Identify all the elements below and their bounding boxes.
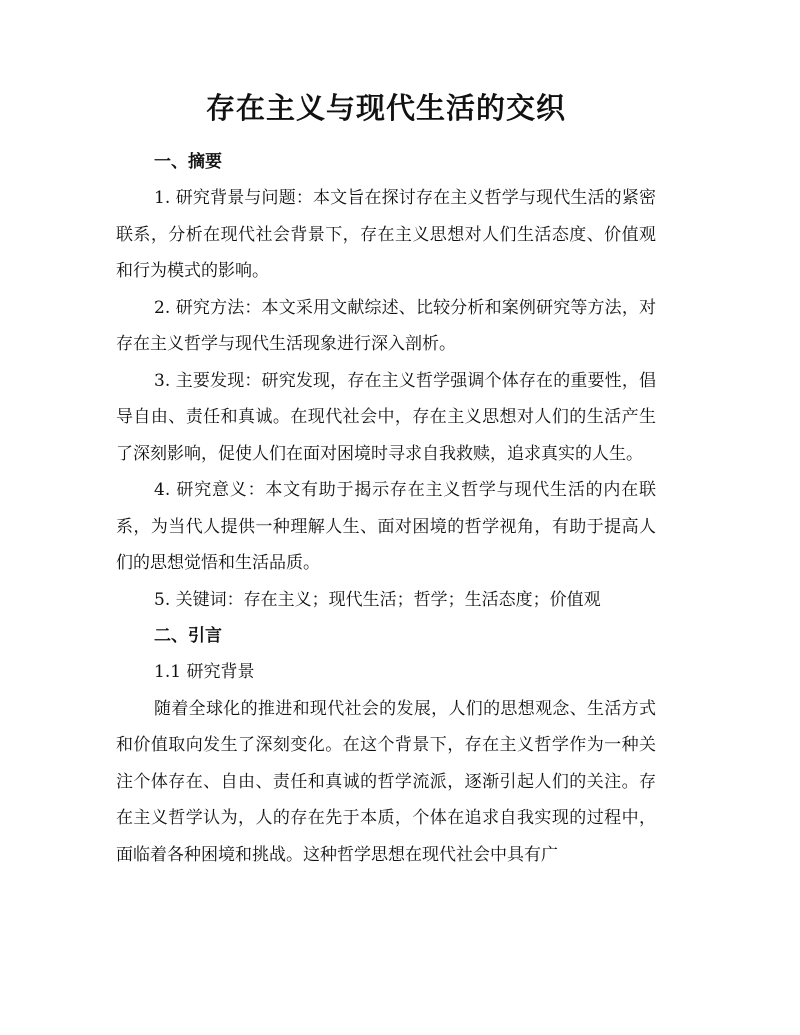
section-heading-abstract: 一、摘要: [154, 152, 222, 172]
abstract-item-method: 2. 研究方法：本文采用文献综述、比较分析和案例研究等方法，对存在主义哲学与现代生活现象进行深入剖析。: [116, 297, 656, 354]
document-page: [116, 88, 656, 873]
abstract-item-significance: 4. 研究意义：本文有助于揭示存在主义哲学与现代生活的内在联系，为当代人提供一种理解人生、面对困境的哲学视角，有助于提高人们的思想觉悟和生活品质。: [116, 480, 656, 573]
body-paragraph: 随着全球化的推进和现代社会的发展，人们的思想观念、生活方式和价值取向发生了深刻变化。在这个背景下，存在主义哲学作为一种关注个体存在、自由、责任和真诚的哲学流派，逐渐引起人们的关注。存在主义哲学认为，人的存在先于本质，个体在追求自我实现的过程中，面临着各种困境和挑战。这种哲学思想在现代社会中具有广: [116, 698, 656, 865]
document-title: 存在主义与现代生活的交织: [205, 91, 566, 125]
subsection-heading-background: 1.1 研究背景: [154, 662, 255, 682]
abstract-item-keywords: 5. 关键词：存在主义；现代生活；哲学；生活态度；价值观: [154, 589, 601, 610]
abstract-item-findings: 3. 主要发现：研究发现，存在主义哲学强调个体存在的重要性，倡导自由、责任和真诚。在现代社会中，存在主义思想对人们的生活产生了深刻影响，促使人们在面对困境时寻求自我救赎，追求真实的人生。: [116, 370, 656, 464]
abstract-item-background: 1. 研究背景与问题：本文旨在探讨存在主义哲学与现代生活的紧密联系，分析在现代社会背景下，存在主义思想对人们生活态度、价值观和行为模式的影响。: [116, 188, 656, 281]
section-heading-introduction: 二、引言: [154, 626, 222, 646]
